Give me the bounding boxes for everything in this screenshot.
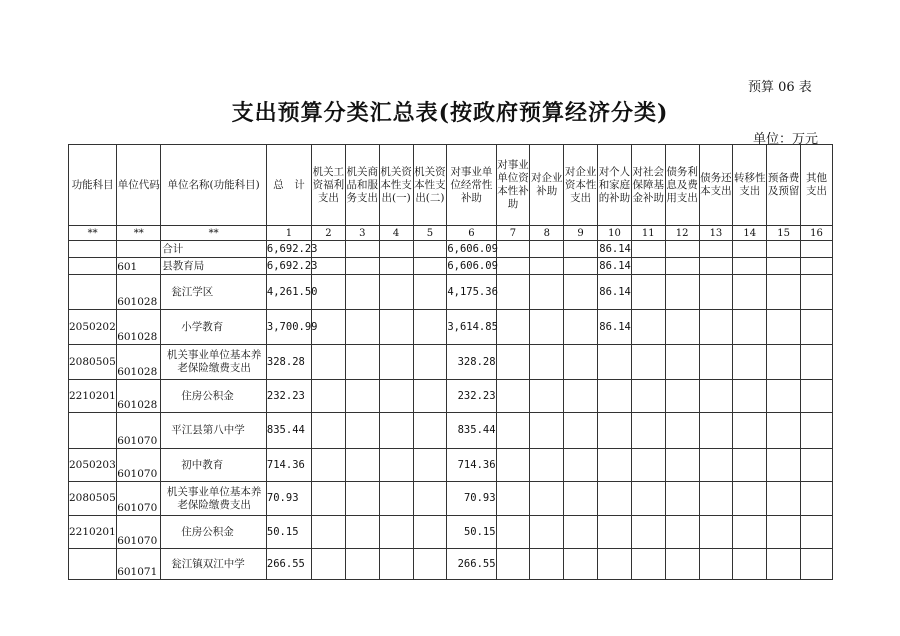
col5-cell [413,345,447,380]
col11-cell [631,549,665,580]
col15-cell [767,241,801,258]
col9-cell [564,549,598,580]
table-row [69,380,833,413]
col7-cell [496,310,530,345]
col3-cell [345,482,379,516]
unit-code-cell: 601070 [117,449,161,482]
col12-cell [665,449,699,482]
col12-cell [665,241,699,258]
unit-code-cell: 601028 [117,345,161,380]
col15-cell [767,516,801,549]
col13-cell [699,549,733,580]
function-code-cell [69,549,117,580]
col10-cell [598,345,632,380]
col13-cell [699,275,733,310]
col15-cell [767,258,801,275]
index-row [69,226,833,241]
col16-cell [801,413,833,449]
index-cell: 9 [564,226,598,241]
col11-cell [631,275,665,310]
unit-code-cell: 601070 [117,413,161,449]
col11-cell [631,482,665,516]
col3-cell [345,413,379,449]
col11-cell [631,516,665,549]
col3-cell [345,449,379,482]
col8-cell [530,345,564,380]
col3-cell [345,516,379,549]
header-cell: 预备费及预留 [767,145,801,226]
col5-cell [413,380,447,413]
header-row [69,145,833,226]
index-cell: 1 [266,226,311,241]
col10-cell [598,516,632,549]
col10-cell: 86.14 [598,310,632,345]
col12-cell [665,516,699,549]
index-cell: 12 [665,226,699,241]
function-code-cell: 2050202 [69,310,117,345]
header-cell: 对事业单位经常性补助 [447,145,496,226]
unit-code-cell: 601028 [117,275,161,310]
function-code-cell [69,275,117,310]
col4-cell [379,413,413,449]
table-row [69,258,833,275]
col10-cell [598,413,632,449]
index-cell: 2 [312,226,346,241]
total-cell: 714.36 [266,449,311,482]
index-cell: 14 [733,226,767,241]
col10-cell [598,380,632,413]
col13-cell [699,258,733,275]
col9-cell [564,380,598,413]
col13-cell [699,482,733,516]
header-cell: 机关资本性支出(一) [379,145,413,226]
header-cell: 债务还本支出 [699,145,733,226]
col4-cell [379,482,413,516]
unit-name-cell: 瓮江镇双江中学 [161,549,267,580]
unit-name-cell: 住房公积金 [161,516,267,549]
col9-cell [564,275,598,310]
header-cell: 单位名称(功能科目) [161,145,267,226]
index-cell: 7 [496,226,530,241]
col9-cell [564,413,598,449]
col4-cell [379,345,413,380]
table-row [69,310,833,345]
col12-cell [665,549,699,580]
unit-name-cell: 平江县第八中学 [161,413,267,449]
col9-cell [564,241,598,258]
header-cell: 功能科目 [69,145,117,226]
col14-cell [733,275,767,310]
col3-cell [345,241,379,258]
unit-code-cell: 601070 [117,482,161,516]
function-code-cell: 2210201 [69,380,117,413]
col5-cell [413,449,447,482]
table-row [69,549,833,580]
unit-name-cell: 瓮江学区 [161,275,267,310]
col6-cell: 50.15 [447,516,496,549]
col11-cell [631,345,665,380]
col7-cell [496,413,530,449]
col8-cell [530,380,564,413]
col11-cell [631,413,665,449]
col3-cell [345,310,379,345]
col11-cell [631,380,665,413]
header-cell: 机关资本性支出(二) [413,145,447,226]
col4-cell [379,310,413,345]
index-cell: 10 [598,226,632,241]
col9-cell [564,449,598,482]
col2-cell [312,380,346,413]
table-row [69,345,833,380]
col10-cell [598,549,632,580]
col6-cell: 328.28 [447,345,496,380]
function-code-cell: 2210201 [69,516,117,549]
col15-cell [767,275,801,310]
col5-cell [413,413,447,449]
col7-cell [496,345,530,380]
header-cell: 单位代码 [117,145,161,226]
col6-cell: 714.36 [447,449,496,482]
col3-cell [345,258,379,275]
total-cell: 70.93 [266,482,311,516]
total-cell: 232.23 [266,380,311,413]
index-cell: 15 [767,226,801,241]
col2-cell [312,413,346,449]
table-row [69,482,833,516]
unit-name-cell: 合计 [161,241,267,258]
unit-code-cell: 601028 [117,380,161,413]
total-cell: 266.55 [266,549,311,580]
col14-cell [733,345,767,380]
col6-cell: 4,175.36 [447,275,496,310]
header-cell: 对企业补助 [530,145,564,226]
col6-cell: 6,606.09 [447,241,496,258]
col16-cell [801,482,833,516]
col11-cell [631,258,665,275]
unit-code-cell [117,241,161,258]
unit-code-cell: 601070 [117,516,161,549]
col16-cell [801,449,833,482]
col15-cell [767,310,801,345]
col4-cell [379,258,413,275]
function-code-cell [69,241,117,258]
col15-cell [767,413,801,449]
col7-cell [496,241,530,258]
total-cell: 835.44 [266,413,311,449]
unit-code-cell: 601028 [117,310,161,345]
index-cell: 5 [413,226,447,241]
index-cell: ** [69,226,117,241]
col6-cell: 835.44 [447,413,496,449]
col8-cell [530,275,564,310]
col2-cell [312,482,346,516]
col9-cell [564,345,598,380]
col5-cell [413,310,447,345]
col14-cell [733,549,767,580]
col16-cell [801,310,833,345]
col7-cell [496,258,530,275]
col10-cell [598,449,632,482]
budget-table [68,144,833,580]
table-row [69,413,833,449]
total-cell: 328.28 [266,345,311,380]
col16-cell [801,275,833,310]
col16-cell [801,380,833,413]
col8-cell [530,449,564,482]
header-cell: 其他支出 [801,145,833,226]
index-cell: 8 [530,226,564,241]
header-cell: 对企业资本性支出 [564,145,598,226]
table-row [69,241,833,258]
col12-cell [665,380,699,413]
header-cell: 机关工资福利支出 [312,145,346,226]
col8-cell [530,549,564,580]
col9-cell [564,310,598,345]
col12-cell [665,413,699,449]
col4-cell [379,241,413,258]
col15-cell [767,549,801,580]
col13-cell [699,310,733,345]
col13-cell [699,516,733,549]
unit-code-cell: 601071 [117,549,161,580]
col10-cell: 86.14 [598,275,632,310]
col16-cell [801,549,833,580]
col6-cell: 70.93 [447,482,496,516]
table-row [69,275,833,310]
col10-cell [598,482,632,516]
col15-cell [767,482,801,516]
col3-cell [345,345,379,380]
index-cell: 16 [801,226,833,241]
col8-cell [530,310,564,345]
col8-cell [530,482,564,516]
unit-name-cell: 小学教育 [161,310,267,345]
col13-cell [699,241,733,258]
col14-cell [733,413,767,449]
col4-cell [379,549,413,580]
index-cell: 3 [345,226,379,241]
col14-cell [733,380,767,413]
function-code-cell: 2080505 [69,482,117,516]
col3-cell [345,275,379,310]
col12-cell [665,310,699,345]
header-cell: 对事业单位资本性补助 [496,145,530,226]
unit-name-cell: 初中教育 [161,449,267,482]
unit-name-cell: 住房公积金 [161,380,267,413]
index-cell: ** [161,226,267,241]
col9-cell [564,482,598,516]
col11-cell [631,310,665,345]
col8-cell [530,258,564,275]
col4-cell [379,516,413,549]
header-cell: 总 计 [266,145,311,226]
col8-cell [530,241,564,258]
col10-cell: 86.14 [598,258,632,275]
col6-cell: 266.55 [447,549,496,580]
col10-cell: 86.14 [598,241,632,258]
col5-cell [413,482,447,516]
header-cell: 对社会保障基金补助 [631,145,665,226]
col12-cell [665,345,699,380]
col4-cell [379,275,413,310]
unit-code-cell: 601 [117,258,161,275]
col6-cell: 6,606.09 [447,258,496,275]
unit-name-cell: 机关事业单位基本养老保险缴费支出 [161,345,267,380]
col7-cell [496,482,530,516]
function-code-cell: 2080505 [69,345,117,380]
col7-cell [496,380,530,413]
col16-cell [801,516,833,549]
col3-cell [345,549,379,580]
col15-cell [767,380,801,413]
total-cell: 4,261.50 [266,275,311,310]
col12-cell [665,482,699,516]
col14-cell [733,482,767,516]
index-cell: 11 [631,226,665,241]
index-cell: 6 [447,226,496,241]
col5-cell [413,275,447,310]
col14-cell [733,449,767,482]
total-cell: 50.15 [266,516,311,549]
col6-cell: 3,614.85 [447,310,496,345]
col4-cell [379,380,413,413]
form-number: 预算 06 表 [748,80,812,95]
col8-cell [530,516,564,549]
col7-cell [496,449,530,482]
col7-cell [496,516,530,549]
header-cell: 对个人和家庭的补助 [598,145,632,226]
total-cell: 3,700.99 [266,310,311,345]
col2-cell [312,516,346,549]
col2-cell [312,345,346,380]
col13-cell [699,380,733,413]
col7-cell [496,275,530,310]
unit-name-cell: 机关事业单位基本养老保险缴费支出 [161,482,267,516]
col14-cell [733,516,767,549]
col16-cell [801,241,833,258]
col13-cell [699,345,733,380]
header-cell: 转移性支出 [733,145,767,226]
col3-cell [345,380,379,413]
function-code-cell [69,258,117,275]
header-cell: 债务利息及费用支出 [665,145,699,226]
col15-cell [767,449,801,482]
total-cell: 6,692.23 [266,241,311,258]
page-title: 支出预算分类汇总表(按政府预算经济分类) [231,100,669,126]
function-code-cell [69,413,117,449]
col9-cell [564,516,598,549]
unit-label: 单位：万元 [753,132,819,147]
col2-cell [312,449,346,482]
col11-cell [631,241,665,258]
col6-cell: 232.23 [447,380,496,413]
col4-cell [379,449,413,482]
col15-cell [767,345,801,380]
col5-cell [413,549,447,580]
col5-cell [413,516,447,549]
col5-cell [413,241,447,258]
index-cell: 13 [699,226,733,241]
col8-cell [530,413,564,449]
function-code-cell: 2050203 [69,449,117,482]
col11-cell [631,449,665,482]
table-row [69,449,833,482]
col13-cell [699,413,733,449]
index-cell: 4 [379,226,413,241]
total-cell: 6,692.23 [266,258,311,275]
col14-cell [733,310,767,345]
unit-name-cell: 县教育局 [161,258,267,275]
col16-cell [801,345,833,380]
col14-cell [733,258,767,275]
col12-cell [665,275,699,310]
col14-cell [733,241,767,258]
col12-cell [665,258,699,275]
col16-cell [801,258,833,275]
index-cell: ** [117,226,161,241]
col9-cell [564,258,598,275]
col13-cell [699,449,733,482]
col2-cell [312,549,346,580]
table-row [69,516,833,549]
header-cell: 机关商品和服务支出 [345,145,379,226]
col5-cell [413,258,447,275]
col7-cell [496,549,530,580]
